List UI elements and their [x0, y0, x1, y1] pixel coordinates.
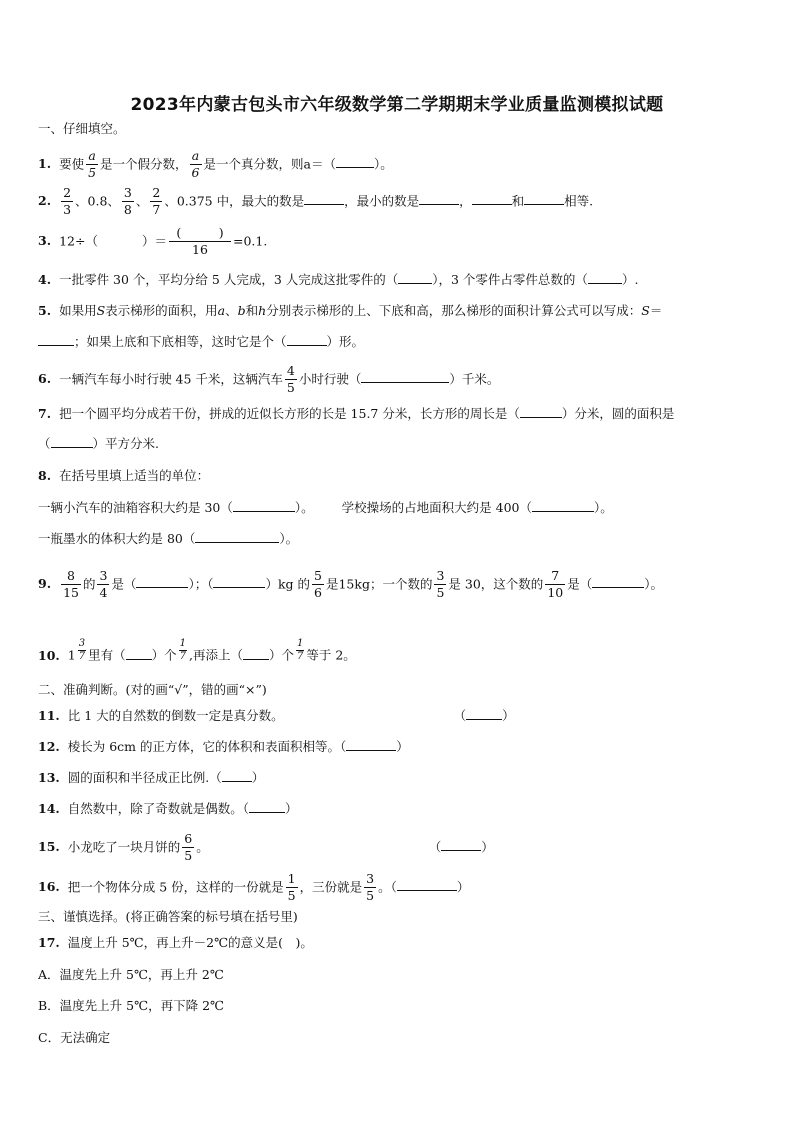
- numerator: 5: [312, 569, 324, 585]
- text: ；如果上底和下底相等，这时它是个（: [74, 334, 287, 349]
- text: ）.: [621, 272, 639, 287]
- text: ）kg 的: [265, 576, 311, 592]
- answer-blank[interactable]: [243, 649, 269, 660]
- text: 自然数中，除了奇数就是偶数。（: [67, 801, 250, 816]
- text: （: [453, 708, 467, 723]
- answer-blank[interactable]: [520, 407, 562, 418]
- answer-blank[interactable]: [346, 740, 396, 751]
- question-5: [38, 305, 662, 318]
- text: 如果用: [59, 303, 97, 318]
- text: （: [428, 839, 442, 855]
- question-16: [38, 872, 469, 904]
- text: 是（: [111, 576, 137, 592]
- text: 小时行驶（: [298, 371, 362, 387]
- text: 分别表示梯形的上、下底和高，那么梯形的面积计算公式可以写成：: [266, 303, 642, 318]
- option-c[interactable]: C．无法确定: [38, 1030, 111, 1045]
- text: ）；（: [188, 576, 214, 592]
- text: ）。: [294, 500, 314, 515]
- numerator: 3: [78, 638, 86, 649]
- numerator: 6: [182, 832, 194, 848]
- fraction: [179, 638, 187, 662]
- text: （: [38, 436, 51, 451]
- variable: b: [237, 303, 246, 318]
- text: 比 1 大的自然数的倒数一定是真分数。: [67, 708, 284, 723]
- text: 。（: [378, 879, 397, 895]
- question-7-continued: [38, 437, 159, 451]
- text: ）分米，圆的面积是: [561, 406, 675, 421]
- text: ,再添上（: [188, 647, 243, 663]
- question-8-line-1: [38, 501, 613, 515]
- question-11: [38, 709, 515, 723]
- text: 等于 2。: [306, 647, 356, 663]
- numerator: 3: [122, 186, 134, 202]
- numerator: 1: [296, 638, 304, 649]
- numerator: 3: [97, 569, 109, 585]
- denominator: 7: [296, 650, 304, 662]
- numerator: 3: [434, 569, 446, 585]
- text: 一辆小汽车的油箱容积大约是 30（: [38, 500, 233, 515]
- answer-blank[interactable]: [419, 194, 459, 205]
- fraction: [434, 569, 446, 601]
- answer-blank[interactable]: [287, 335, 327, 346]
- text: 是一个假分数，: [100, 156, 188, 172]
- text: 是 30，这个数的: [448, 576, 544, 592]
- text: 相等.: [564, 193, 594, 209]
- denominator: 6: [191, 165, 200, 181]
- question-1: [38, 149, 393, 181]
- numerator: 1: [179, 638, 186, 649]
- denominator: 10: [547, 585, 564, 601]
- fraction: [182, 832, 194, 864]
- text: ）。: [644, 576, 663, 592]
- question-5-continued: [38, 335, 364, 349]
- text: 的: [82, 576, 96, 592]
- text: ）个: [268, 647, 294, 663]
- question-number: 16.: [38, 879, 60, 895]
- fraction: [286, 872, 298, 904]
- text: 12÷（: [59, 233, 98, 249]
- text: 把一个物体分成 5 份，这样的一份就是: [67, 879, 284, 895]
- numerator: 1: [286, 872, 298, 888]
- section-2-heading: 二、准确判断。(对的画“√”，错的画“×”): [38, 682, 267, 697]
- question-2: [38, 186, 593, 218]
- numerator: 2: [61, 186, 73, 202]
- answer-blank[interactable]: [304, 194, 344, 205]
- text: ）。: [373, 156, 393, 172]
- answer-blank[interactable]: [336, 157, 374, 168]
- text: ，三份就是: [299, 879, 363, 895]
- page-title: 2023年内蒙古包头市六年级数学第二学期期末学业质量监测模拟试题: [130, 95, 664, 115]
- answer-blank[interactable]: [532, 501, 594, 512]
- question-number: 13.: [38, 770, 60, 785]
- text: 在括号里填上适当的单位：: [59, 468, 210, 483]
- text: ）形。: [326, 334, 365, 349]
- denominator: 6: [314, 585, 322, 601]
- question-number: 15.: [38, 839, 60, 855]
- fraction: [312, 569, 324, 601]
- text: 小龙吃了一块月饼的: [67, 839, 181, 855]
- text: 。: [196, 839, 209, 855]
- denominator: 5: [436, 585, 445, 601]
- text: 棱长为 6cm 的正方体，它的体积和表面积相等。（: [67, 739, 347, 754]
- text: 是（: [567, 576, 593, 592]
- question-number: 1.: [38, 156, 52, 172]
- text: ＝: [649, 303, 663, 318]
- text: ）: [502, 708, 515, 723]
- question-3: [38, 226, 267, 258]
- text: ）千米。: [449, 371, 500, 387]
- answer-blank[interactable]: [126, 649, 152, 660]
- fraction: [122, 186, 134, 218]
- text: =0.1.: [232, 233, 268, 249]
- question-number: 7.: [38, 406, 52, 421]
- fraction: [545, 569, 565, 601]
- text: 、: [135, 193, 149, 209]
- text: ）: [285, 801, 298, 816]
- answer-blank[interactable]: [213, 577, 265, 588]
- text: 里有（: [88, 647, 126, 663]
- text: ）: [481, 839, 494, 855]
- fraction: [150, 186, 162, 218]
- text: ），3 个零件占零件总数的（: [432, 272, 588, 287]
- text: 、0.8、: [75, 193, 120, 209]
- text: ，最小的数是: [344, 193, 420, 209]
- text: 一批零件 30 个，平均分给 5 人完成，3 人完成这批零件的（: [59, 272, 399, 287]
- text: 是15kg；一个数的: [325, 576, 433, 592]
- text: 圆的面积和半径成正比例.（: [67, 770, 222, 785]
- text: 表示梯形的面积，用: [105, 303, 218, 318]
- question-number: 2.: [38, 193, 52, 209]
- question-number: 10.: [38, 647, 60, 663]
- answer-blank[interactable]: [472, 194, 512, 205]
- numerator: 8: [61, 569, 81, 585]
- question-number: 11.: [38, 708, 60, 723]
- question-10: [38, 638, 356, 662]
- numerator: 7: [545, 569, 565, 585]
- option-a[interactable]: A．温度先上升 5℃，再上升 2℃: [38, 967, 224, 982]
- variable: S: [641, 303, 650, 318]
- text: ）: [396, 739, 409, 754]
- question-number: 9.: [38, 576, 52, 592]
- text: 一瓶墨水的体积大约是 80（: [38, 531, 196, 546]
- question-4: [38, 273, 638, 287]
- fraction: [190, 149, 202, 181]
- question-12: [38, 740, 409, 754]
- numerator: a: [190, 149, 202, 165]
- variable: a: [217, 303, 226, 318]
- answer-blank[interactable]: [222, 771, 252, 782]
- denominator: 7: [152, 202, 161, 218]
- fraction: [61, 186, 73, 218]
- answer-blank[interactable]: [441, 840, 481, 851]
- text: ）。: [279, 531, 299, 546]
- question-number: 17.: [38, 935, 60, 950]
- fraction: [169, 226, 231, 258]
- denominator: 5: [88, 165, 97, 181]
- question-17: [38, 937, 313, 950]
- fraction: [78, 638, 86, 662]
- text: ）。: [594, 500, 613, 515]
- fraction: [86, 149, 98, 181]
- answer-blank[interactable]: [38, 335, 74, 346]
- text: ）: [251, 770, 265, 785]
- fraction: [97, 569, 109, 601]
- denominator: 16: [192, 242, 208, 258]
- denominator: 5: [366, 888, 375, 904]
- denominator: 7: [78, 650, 86, 662]
- denominator: 3: [63, 202, 72, 218]
- section-3-heading: 三、谨慎选择。(将正确答案的标号填在括号里): [38, 909, 298, 924]
- answer-blank[interactable]: [398, 273, 432, 284]
- whole-number: 1: [67, 647, 76, 663]
- text: 、0.375 中，最大的数是: [164, 193, 305, 209]
- question-number: 12.: [38, 739, 60, 754]
- text: 是一个真分数，则a＝（: [203, 156, 336, 172]
- answer-blank[interactable]: [524, 194, 564, 205]
- fraction: [296, 638, 304, 662]
- question-8: [38, 470, 209, 483]
- text: 和: [511, 193, 525, 209]
- text: ，: [459, 193, 472, 209]
- question-7: [38, 407, 674, 421]
- fraction: [285, 364, 297, 396]
- question-number: 4.: [38, 272, 52, 287]
- answer-blank[interactable]: [195, 532, 279, 543]
- option-b[interactable]: B．温度先上升 5℃，再下降 2℃: [38, 998, 225, 1013]
- numerator: 3: [364, 872, 376, 888]
- denominator: 7: [179, 650, 186, 662]
- answer-blank[interactable]: [397, 880, 457, 891]
- numerator: 2: [150, 186, 162, 202]
- question-8-line-2: [38, 532, 298, 546]
- text: ）平方分米.: [92, 436, 159, 451]
- text: 要使: [59, 156, 85, 172]
- question-number: 5.: [38, 303, 52, 318]
- question-13: [38, 771, 264, 785]
- text: ）＝: [141, 233, 167, 249]
- question-15: [38, 832, 494, 864]
- denominator: 15: [63, 585, 79, 601]
- question-number: 6.: [38, 371, 52, 387]
- answer-blank[interactable]: [51, 437, 93, 448]
- text: ）个: [151, 647, 177, 663]
- variable: h: [258, 303, 267, 318]
- answer-blank[interactable]: [249, 802, 285, 813]
- fraction: [364, 872, 376, 904]
- denominator: 5: [287, 888, 296, 904]
- question-number: 14.: [38, 801, 60, 816]
- answer-blank[interactable]: [466, 709, 502, 720]
- text: 、: [225, 303, 238, 318]
- denominator: 5: [184, 848, 193, 864]
- text: 把一个圆平均分成若干份，拼成的近似长方形的长是 15.7 分米，长方形的周长是（: [59, 406, 520, 421]
- text: 一辆汽车每小时行驶 45 千米，这辆汽车: [59, 371, 283, 387]
- denominator: 8: [123, 202, 132, 218]
- question-6: [38, 364, 499, 396]
- answer-blank[interactable]: [233, 501, 295, 512]
- denominator: 5: [286, 380, 295, 396]
- variable: S: [96, 303, 106, 318]
- question-number: 8.: [38, 468, 52, 483]
- answer-blank[interactable]: [592, 577, 644, 588]
- numerator: 4: [285, 364, 297, 380]
- question-14: [38, 802, 298, 816]
- denominator: 4: [99, 585, 108, 601]
- answer-blank[interactable]: [136, 577, 188, 588]
- text: ）: [456, 879, 470, 895]
- text: 和: [245, 303, 259, 318]
- text: 温度上升 5℃，再上升－2℃的意义是( )。: [67, 935, 313, 950]
- text: 学校操场的占地面积大约是 400（: [341, 500, 532, 515]
- fraction: [61, 569, 81, 601]
- numerator: a: [86, 149, 98, 165]
- numerator: ( ): [169, 226, 231, 242]
- answer-blank[interactable]: [361, 372, 449, 383]
- answer-blank[interactable]: [588, 273, 622, 284]
- section-1-heading: 一、仔细填空。: [38, 121, 126, 136]
- question-number: 3.: [38, 233, 52, 249]
- question-9: [38, 569, 663, 601]
